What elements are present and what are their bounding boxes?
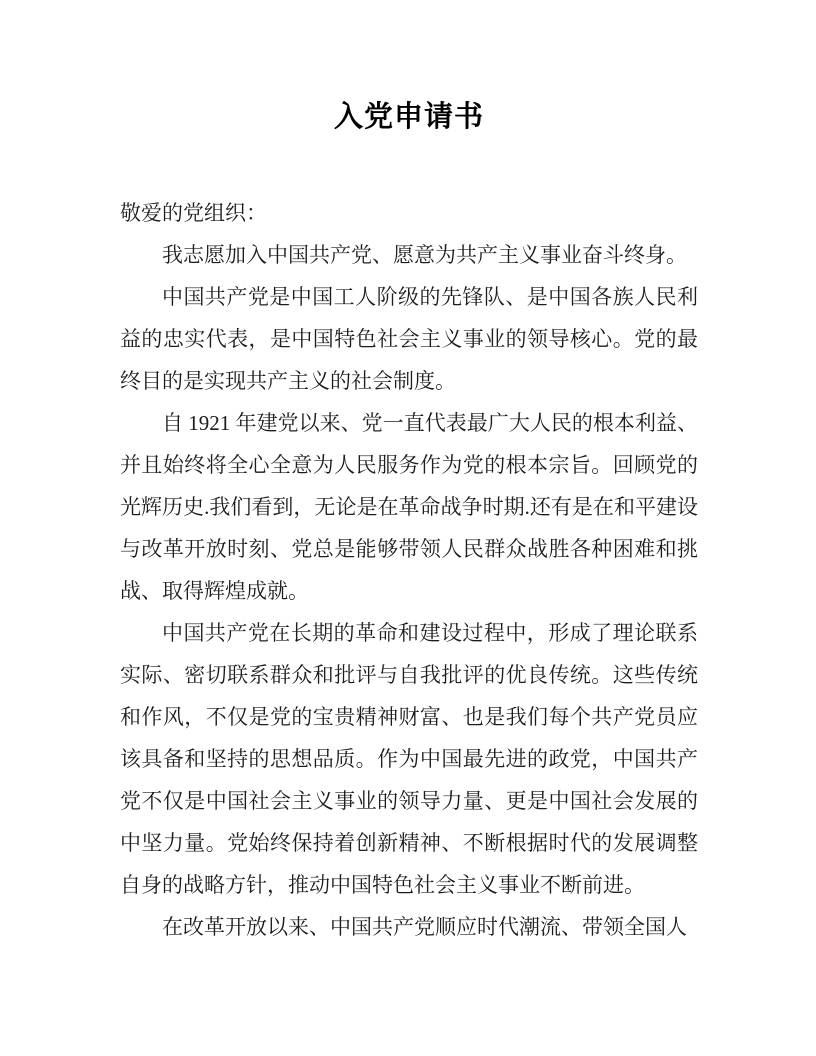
paragraph-pledge: 我志愿加入中国共产党、愿意为共产主义事业奋斗终身。 — [162, 243, 687, 267]
salutation-line: 敬爱的党组织： — [120, 201, 267, 225]
paragraph-party-traditions: 中国共产党在长期的革命和建设过程中，形成了理论联系实际、密切联系群众和批评与自我批评的优良传统。这些传统和作风，不仅是党的宝贵精神财富、也是我们每个共产党员应该具备和坚持的思想品质。作为中国最先进的政党，中国共产党不仅是中国社会主义事业的领导力量、更是中国社会发展的中坚力量。党始终保持着创新精神、不断根据时代的发展调整自身的战略方针，推动中国特色社会主义事业不断前进。 — [120, 621, 698, 897]
document-title: 入党申请书 — [333, 101, 484, 133]
paragraph-party-nature: 中国共产党是中国工人阶级的先锋队、是中国各族人民利益的忠实代表，是中国特色社会主义事业的领导核心。党的最终目的是实现共产主义的社会制度。 — [120, 285, 698, 393]
paragraph-party-history: 自 1921 年建党以来、党一直代表最广大人民的根本利益、并且始终将全心全意为人民服务作为党的根本宗旨。回顾党的光辉历史.我们看到，无论是在革命战争时期.还有是在和平建设与改革开放时刻、党总是能够带领人民群众战胜各种困难和挑战、取得辉煌成就。 — [120, 411, 698, 603]
paragraph-reform-era: 在改革开放以来、中国共产党顺应时代潮流、带领全国人 — [162, 915, 687, 939]
document-body — [120, 192, 698, 948]
